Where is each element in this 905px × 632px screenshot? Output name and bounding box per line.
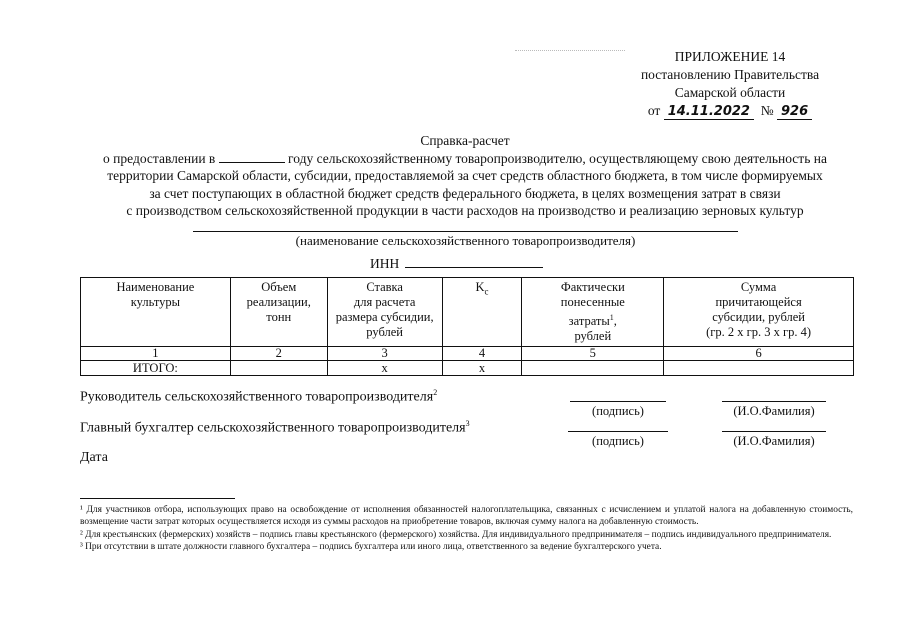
title-line-3: за счет поступающих в областной бюджет средств федерального бюджета, в целях возмещения затрат в связи — [149, 185, 781, 201]
table-header-row — [81, 278, 854, 347]
col-number: 4 — [442, 347, 522, 361]
col-number: 1 — [81, 347, 231, 361]
footnote-rule — [80, 498, 235, 499]
header-actual-costs: Фактически понесенные затраты$^1$, рублей — [522, 278, 664, 347]
table-total-row — [81, 361, 854, 376]
col-number: 3 — [327, 347, 442, 361]
col-number: 6 — [664, 347, 854, 361]
total-label: ИТОГО: — [81, 361, 231, 376]
accountant-signature-label: Главный бухгалтер сельскохозяйственного товаропроизводителя$^3$ — [80, 419, 470, 436]
accountant-name-line — [722, 431, 826, 432]
header-subsidy-sum: Сумма причитающейся субсидии, рублей (гр. 2 x гр. 3 x гр. 4) — [664, 278, 854, 347]
head-signature-caption: (подпись) — [592, 404, 644, 418]
calculation-table — [80, 277, 854, 376]
footnote-1: ¹ Для участников отбора, использующих право на освобождение от исполнения обязанностей налогоплательщика, связанных с исчислением и уплатой налога на добавленную стоимость, возмещение части затрат которых осуществляется исходя из суммы расходов на приобретение товаров, включая сумму налога на добавленную стоимость. — [80, 505, 853, 528]
org-name-line — [193, 231, 738, 232]
title-heading: Справка-расчет — [420, 133, 510, 148]
from-label: от — [647, 103, 661, 118]
date-label: Дата — [80, 450, 108, 465]
appendix-line-2: постановлению Правительства — [640, 67, 820, 82]
col-number: 2 — [230, 347, 327, 361]
total-volume — [230, 361, 327, 376]
total-subsidy — [664, 361, 854, 376]
col-number: 5 — [522, 347, 664, 361]
inn-row — [370, 255, 543, 272]
appendix-date-row — [615, 102, 845, 120]
table-column-numbers — [81, 347, 854, 361]
handwritten-number: 926 — [777, 105, 812, 120]
accountant-signature-caption: (подпись) — [592, 434, 644, 448]
header-volume: Объем реализации, тонн — [230, 278, 327, 347]
title-line-1 — [70, 150, 860, 168]
title-line-2: территории Самарской области, субсидии, предоставляемой за счет средств областного бюджета, в том числе формируемых — [107, 168, 823, 183]
footnote-2: ² Для крестьянских (фермерских) хозяйств – подпись главы крестьянского (фермерского) хозяйства. Для индивидуального предпринимателя – подпись индивидуального предпринимателя. — [80, 529, 832, 540]
footnotes — [80, 504, 853, 554]
handwritten-date: 14.11.2022 — [664, 105, 754, 120]
title-line-4: с производством сельскохозяйственной продукции в части расходов на производство и реализацию зерновых культур — [126, 203, 804, 218]
total-costs — [522, 361, 664, 376]
head-name-caption: (И.О.Фамилия) — [733, 404, 815, 418]
org-name-caption: (наименование сельскохозяйственного товаропроизводителя) — [295, 233, 636, 248]
head-signature-line — [570, 401, 666, 402]
header-culture: Наименование культуры — [81, 278, 231, 347]
accountant-signature-line — [568, 431, 668, 432]
accountant-name-caption: (И.О.Фамилия) — [733, 434, 815, 448]
appendix-block — [615, 48, 845, 120]
footnote-3: ³ При отсутствии в штате должности главного бухгалтера – подпись бухгалтера или иного лица, ответственного за ведение бухгалтерского учета. — [80, 542, 662, 553]
header-kc: $K_c$ — [442, 278, 522, 347]
inn-label: ИНН — [370, 256, 400, 271]
total-kc: x — [442, 361, 522, 376]
document-title — [70, 132, 860, 220]
header-rate: Ставка для расчета размера субсидии, рублей — [327, 278, 442, 347]
appendix-title: ПРИЛОЖЕНИЕ 14 — [674, 49, 786, 64]
head-signature-label: Руководитель сельскохозяйственного товаропроизводителя$^2$ — [80, 388, 438, 405]
appendix-line-3: Самарской области — [674, 85, 786, 100]
year-blank — [219, 150, 285, 163]
head-name-line — [722, 401, 826, 402]
number-label: № — [760, 103, 774, 118]
scan-artifact — [515, 50, 625, 51]
inn-blank — [405, 255, 543, 268]
title-line-1-end: году сельскохозяйственному товаропроизводителю, осуществляющему свою деятельность на — [288, 150, 827, 166]
title-line-1-start: о предоставлении в — [103, 150, 216, 166]
total-rate: x — [327, 361, 442, 376]
